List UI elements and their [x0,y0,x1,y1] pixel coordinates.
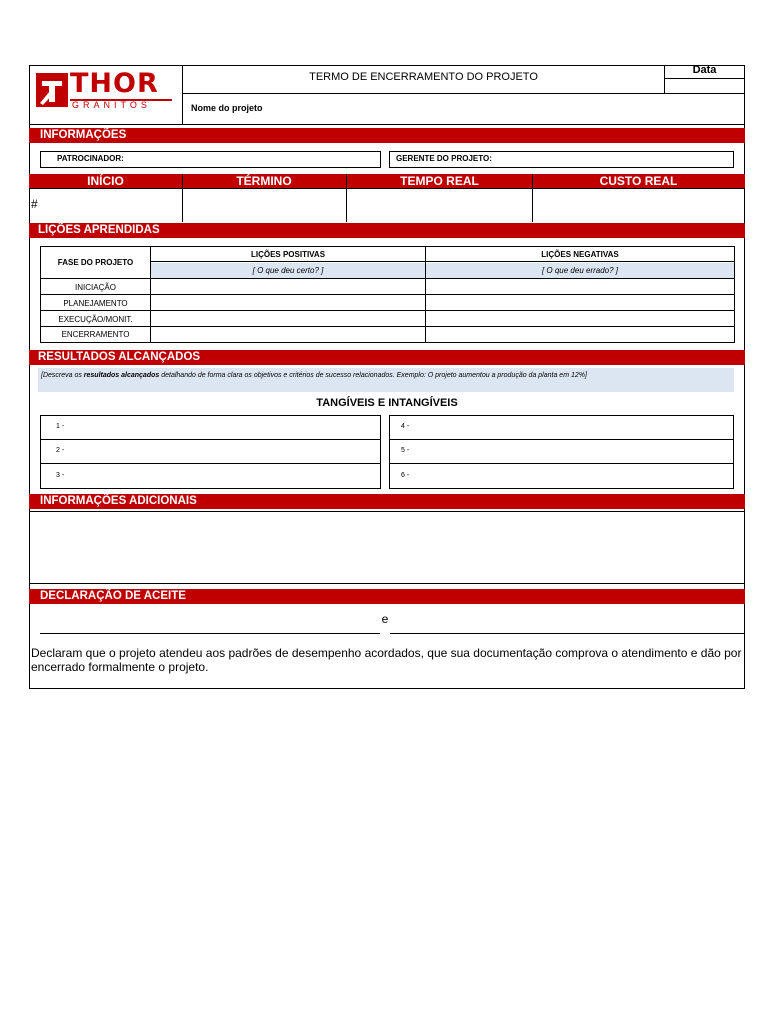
results-subtitle: TANGÍVEIS E INTANGÍVEIS [316,397,458,409]
positive-cell-closing[interactable] [151,328,425,342]
positive-cell-planning[interactable] [151,296,425,311]
result-item-6[interactable]: 6 - [401,472,410,479]
result-item-4[interactable]: 4 - [390,416,733,440]
manager-label: GERENTE DO PROJETO: [396,154,492,163]
negative-cell-closing[interactable] [426,328,734,342]
project-name-field[interactable] [260,96,740,120]
positive-hint: [ O que deu certo? ] [151,263,425,279]
phase-row-execution: EXECUÇÃO/MONIT. [41,312,150,327]
acceptance-conjunction: e [381,612,389,626]
section-info-title: INFORMAÇÕES [29,128,745,143]
real-cost-value[interactable] [533,190,744,221]
end-value[interactable] [183,190,345,221]
result-item-3[interactable]: 3 - [56,472,65,479]
result-item-5[interactable]: 5 - [390,440,733,464]
phase-header: FASE DO PROJETO [41,247,150,279]
logo [36,68,176,111]
manager-field[interactable] [389,151,734,168]
negative-hint: [ O que deu errado? ] [426,263,734,279]
positive-cell-initiation[interactable] [151,280,425,295]
lessons-table [40,246,735,343]
negative-cell-planning[interactable] [426,296,734,311]
negative-cell-execution[interactable] [426,312,734,327]
date-field[interactable] [665,79,744,93]
additional-info-area[interactable] [29,511,745,584]
phase-row-closing: ENCERRAMENTO [61,330,130,339]
section-acceptance-title: DECLARAÇÃO DE ACEITE [29,589,745,604]
positive-header: LIÇÕES POSITIVAS [151,247,425,262]
phase-row-initiation: INICIAÇÃO [41,280,150,295]
acceptance-statement: Declaram que o projeto atendeu aos padrões de desempenho acordados, que sua documentação comprova o atendimento e dão por encerrado formalmente o projeto. [31,646,742,674]
negative-cell-initiation[interactable] [426,280,734,295]
logo-text-granitos: GRANITOS [72,100,151,110]
col-start-header: INÍCIO [29,174,182,189]
document-title: TERMO DE ENCERRAMENTO DO PROJETO [309,71,538,83]
project-name-label: Nome do projeto [191,103,263,113]
sponsor-label: PATROCINADOR: [57,154,124,163]
results-right-box [389,415,734,489]
signature-line-2[interactable] [390,608,745,634]
logo-mark-icon [36,73,68,107]
real-time-value[interactable] [347,190,531,221]
col-real-time-header: TEMPO REAL [347,174,532,189]
result-item-1[interactable]: 1 - [41,416,380,440]
phase-row-planning: PLANEJAMENTO [41,296,150,311]
positive-cell-execution[interactable] [151,312,425,327]
date-label: Data [692,64,717,76]
results-left-box [40,415,381,489]
col-real-cost-header: CUSTO REAL [532,174,745,189]
col-end-header: TÉRMINO [182,174,346,189]
sponsor-field[interactable] [40,151,381,168]
signature-line-1[interactable] [40,608,380,634]
negative-header: LIÇÕES NEGATIVAS [426,247,734,262]
start-value[interactable]: # [31,197,38,211]
results-description: [Descreva os resultados alcançados detalhando de forma clara os objetivos e critérios de sucesso relacionados. Exemplo: O projeto aumentou a produção da planta em 12%] [38,368,734,392]
section-additional-title: INFORMAÇÕES ADICIONAIS [29,494,745,509]
section-lessons-title: LIÇÕES APRENDIDAS [29,223,745,238]
logo-text-thor: THOR [70,68,159,99]
section-results-title: RESULTADOS ALCANÇADOS [29,350,745,365]
result-item-2[interactable]: 2 - [41,440,380,464]
